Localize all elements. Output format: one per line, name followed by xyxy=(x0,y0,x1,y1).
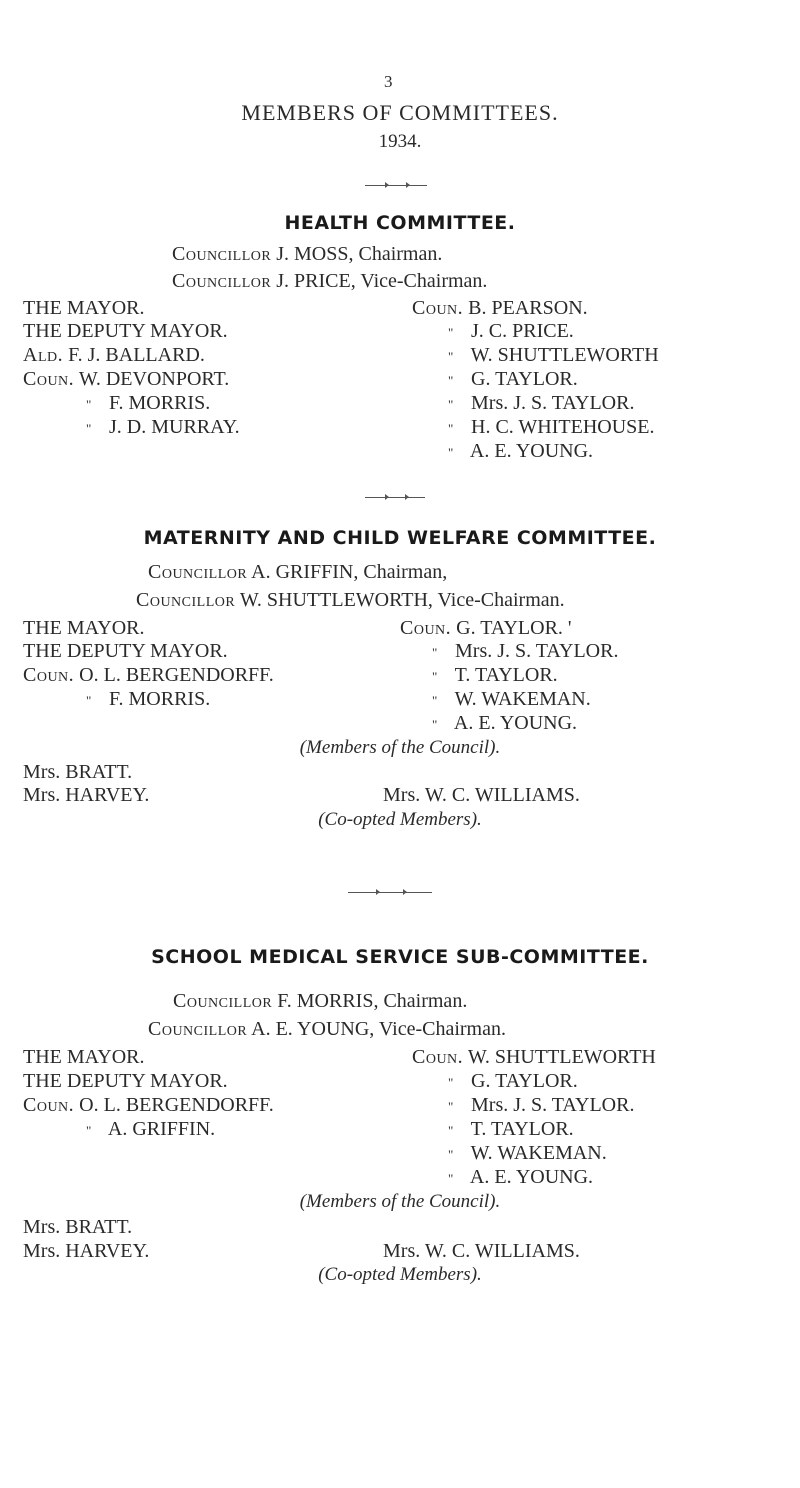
maternity-committee-heading: MATERNITY AND CHILD WELFARE COMMITTEE. xyxy=(143,527,657,549)
school-coopted-member: Mrs. W. C. WILLIAMS. xyxy=(383,1240,580,1262)
health-member-left: " F. MORRIS. xyxy=(86,392,211,414)
maternity-member-right: " T. TAYLOR. xyxy=(432,664,558,686)
school-member-right: " T. TAYLOR. xyxy=(448,1118,574,1140)
maternity-member-right: " W. WAKEMAN. xyxy=(432,688,591,710)
health-member-right: " G. TAYLOR. xyxy=(448,368,578,390)
maternity-coopted-member: Mrs. HARVEY. xyxy=(23,784,150,806)
maternity-member-right: " Mrs. J. S. TAYLOR. xyxy=(432,640,619,662)
document-year: 1934. xyxy=(378,131,422,152)
maternity-member-left: Coun. O. L. BERGENDORFF. xyxy=(23,664,274,686)
health-member-right: " W. SHUTTLEWORTH xyxy=(448,344,659,366)
school-member-left: THE DEPUTY MAYOR. xyxy=(23,1070,228,1092)
school-member-right: " G. TAYLOR. xyxy=(448,1070,578,1092)
maternity-coopted-note: (Co-opted Members). xyxy=(318,809,482,830)
maternity-coopted-member: Mrs. BRATT. xyxy=(23,761,133,783)
divider-ornament xyxy=(365,497,425,498)
school-vice-chairman: Councillor A. E. YOUNG, Vice-Chairman. xyxy=(148,1018,506,1040)
school-member-right: Coun. W. SHUTTLEWORTH xyxy=(412,1046,656,1068)
health-member-left: Ald. F. J. BALLARD. xyxy=(23,344,205,366)
school-council-note: (Members of the Council). xyxy=(299,1191,501,1212)
maternity-member-left: THE DEPUTY MAYOR. xyxy=(23,640,228,662)
health-member-left: THE DEPUTY MAYOR. xyxy=(23,320,228,342)
school-member-left: THE MAYOR. xyxy=(23,1046,145,1068)
page-number: 3 xyxy=(384,72,393,91)
maternity-member-left: THE MAYOR. xyxy=(23,617,145,639)
divider-ornament xyxy=(365,185,427,186)
divider-ornament xyxy=(348,892,432,893)
school-coopted-member: Mrs. BRATT. xyxy=(23,1216,133,1238)
health-member-right: Coun. B. PEARSON. xyxy=(412,297,588,319)
health-member-right: " J. C. PRICE. xyxy=(448,320,574,342)
maternity-coopted-member: Mrs. W. C. WILLIAMS. xyxy=(383,784,580,806)
school-member-right: " A. E. YOUNG. xyxy=(448,1166,594,1188)
health-member-right: " H. C. WHITEHOUSE. xyxy=(448,416,655,438)
health-member-left: Coun. W. DEVONPORT. xyxy=(23,368,230,390)
health-committee-heading: HEALTH COMMITTEE. xyxy=(284,212,516,234)
school-committee-heading: SCHOOL MEDICAL SERVICE SUB-COMMITTEE. xyxy=(151,946,649,968)
school-coopted-member: Mrs. HARVEY. xyxy=(23,1240,150,1262)
maternity-chairman: Councillor A. GRIFFIN, Chairman, xyxy=(148,561,448,583)
school-coopted-note: (Co-opted Members). xyxy=(318,1264,482,1285)
health-member-left: " J. D. MURRAY. xyxy=(86,416,240,438)
maternity-vice-chairman: Councillor W. SHUTTLEWORTH, Vice-Chairman. xyxy=(136,589,565,611)
document-title: MEMBERS OF COMMITTEES. xyxy=(241,100,559,125)
school-member-left: Coun. O. L. BERGENDORFF. xyxy=(23,1094,274,1116)
school-member-right: " Mrs. J. S. TAYLOR. xyxy=(448,1094,635,1116)
maternity-member-left: " F. MORRIS. xyxy=(86,688,211,710)
health-member-right: " A. E. YOUNG. xyxy=(448,440,594,462)
health-chairman: Councillor J. MOSS, Chairman. xyxy=(172,243,443,265)
health-member-right: " Mrs. J. S. TAYLOR. xyxy=(448,392,635,414)
maternity-member-right: Coun. G. TAYLOR. ' xyxy=(400,617,572,639)
school-chairman: Councillor F. MORRIS, Chairman. xyxy=(173,990,468,1012)
school-member-right: " W. WAKEMAN. xyxy=(448,1142,607,1164)
maternity-member-right: " A. E. YOUNG. xyxy=(432,712,578,734)
health-vice-chairman: Councillor J. PRICE, Vice-Chairman. xyxy=(172,270,488,292)
maternity-council-note: (Members of the Council). xyxy=(299,737,501,758)
health-member-left: THE MAYOR. xyxy=(23,297,145,319)
school-member-left: " A. GRIFFIN. xyxy=(86,1118,216,1140)
